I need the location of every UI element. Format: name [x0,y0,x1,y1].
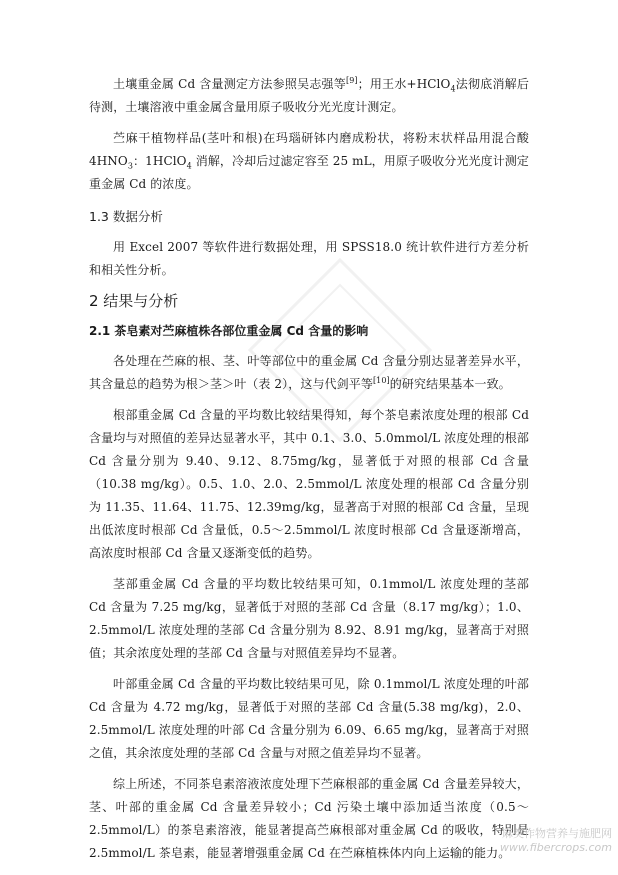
paragraph-stem: 茎部重金属 Cd 含量的平均数比较结果可知，0.1mmol/L 浓度处理的茎部 Cd 含量为 7.25 mg/kg，显著低于对照的茎部 Cd 含量（8.17 mg/kg）；1.0、2.5mmol/L 浓度处理的茎部 Cd 含量分别为 8.92、8.91 mg/kg，显著高于对照值；其余浓度处理的茎部 Cd 含量与对照值差异均不显著。 [89,577,529,660]
paragraph-soil-method: 土壤重金属 Cd 含量测定方法参照吴志强等[9]；用王水+HClO$_4$法彻底消解后待测，土壤溶液中重金属含量用原子吸收分光光度计测定。 [89,76,530,114]
watermark-url: www.fibercrops.com [499,841,612,854]
watermark-site-name: 麻类作物营养与施肥网 [502,827,612,840]
body-text [89,73,529,873]
paragraph-leaf: 叶部重金属 Cd 含量的平均数比较结果可见，除 0.1mmol/L 浓度处理的叶部 Cd 含量为 4.72 mg/kg，显著低于对照的茎部 Cd 含量(5.38 mg/kg)，2.0、2.5mmol/L 浓度处理的叶部 Cd 含量分别为 6.09、6.65 mg/kg，显著高于对照之值，其余浓度处理的茎部 Cd 含量与对照之值差异均不显著。 [89,677,529,760]
section-heading-1-3: 1.3 数据分析 [89,209,163,224]
paragraph-summary: 综上所述，不同茶皂素溶液浓度处理下苎麻根部的重金属 Cd 含量差异较大，茎、叶部的重金属 Cd 含量差异较小；Cd 污染土壤中添加适当浓度（0.5～2.5mmol/L）的茶皂素溶液，能显著提高苎麻根部对重金属 Cd 的吸收，特别是 2.5mmol/L 茶皂素，能显著增强重金属 Cd 在苎麻植株体内向上运输的能力。 [89,777,529,860]
paragraph-data-analysis: 用 Excel 2007 等软件进行数据处理，用 SPSS18.0 统计软件进行方差分析和相关性分析。 [89,240,529,277]
section-heading-2: 2 结果与分析 [89,292,179,310]
paragraph-trend: 各处理在苎麻的根、茎、叶等部位中的重金属 Cd 含量分别达显著差异水平，其含量总的趋势为根＞茎＞叶（表 2），这与代剑平等[10]的研究结果基本一致。 [89,354,529,391]
citation-ref[interactable]: [9] [346,76,358,85]
paragraph-plant-method: 苎麻干植物样品(茎叶和根)在玛瑙研钵内磨成粉状，将粉末状样品用混合酸 $4HNO_3$：1HClO$_4$ 消解，冷却后过滤定容至 25 mL，用原子吸收分光光度计测定重金属 Cd 的浓度。 [89,131,529,191]
section-heading-2-1: 2.1 茶皂素对苎麻植株各部位重金属 Cd 含量的影响 [89,324,369,338]
citation-ref[interactable]: [10] [372,376,390,385]
site-watermark [500,827,612,855]
paragraph-root: 根部重金属 Cd 含量的平均数比较结果得知，每个茶皂素浓度处理的根部 Cd 含量均与对照值的差异达显著水平，其中 0.1、3.0、5.0mmol/L 浓度处理的根部 Cd 含量分别为 9.40、9.12、8.75mg/kg，显著低于对照的根部 Cd 含量（10.38 mg/kg）。0.5、1.0、2.0、2.5mmol/L 浓度处理的根部 Cd 含量分别为 11.35、11.64、11.75、12.39mg/kg，显著高于对照的根部 Cd 含量，呈现出低浓度时根部 Cd 含量低，0.5～2.5mmol/L 浓度时根部 Cd 含量逐渐增高，高浓度时根部 Cd 含量又逐渐变低的趋势。 [89,408,529,560]
